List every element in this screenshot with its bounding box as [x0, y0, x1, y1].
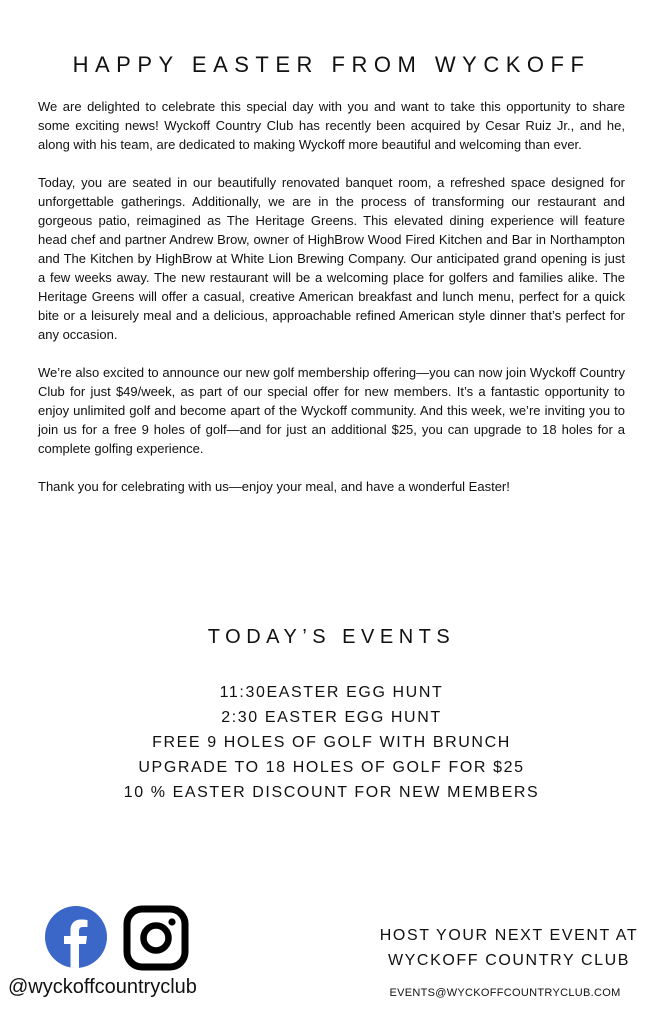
event-item: FREE 9 HOLES OF GOLF WITH BRUNCH: [152, 734, 511, 751]
event-item: 10 % EASTER DISCOUNT FOR NEW MEMBERS: [123, 784, 540, 801]
facebook-icon[interactable]: [45, 906, 107, 968]
letter-body: [38, 97, 625, 515]
paragraph-restaurant: Today, you are seated in our beautifully renovated banquet room, a refreshed space designed for unforgettable gatherings. Additionally, we are in the process of transforming our restaurant and gorgeous patio, reimagined as The Heritage Greens. This elevated dining experience will feature head chef and partner Andrew Brow, owner of HighBrow Wood Fired Kitchen and Bar in Northampton and The Kitchen by HighBrow at White Lion Brewing Company. Our anticipated grand opening is just a few weeks away. The new restaurant will be a welcoming place for golfers and families alike. The Heritage Greens will offer a casual, creative American breakfast and lunch menu, perfect for a quick bite or a leisurely meal and a delicious, approachable refined American style dinner that’s perfect for any occasion.: [38, 175, 625, 342]
host-line-1: HOST YOUR NEXT EVENT AT: [379, 927, 639, 944]
instagram-icon[interactable]: [123, 905, 189, 971]
event-item: 11:30EASTER EGG HUNT: [219, 684, 444, 701]
events-list: [0, 680, 663, 805]
events-heading: TODAY’S EVENTS: [207, 626, 456, 648]
event-item: UPGRADE TO 18 HOLES OF GOLF FOR $25: [138, 759, 525, 776]
event-item: 2:30 EASTER EGG HUNT: [221, 709, 442, 726]
events-email[interactable]: EVENTS@WYCKOFFCOUNTRYCLUB.COM: [389, 987, 621, 999]
paragraph-thanks: Thank you for celebrating with us—enjoy your meal, and have a wonderful Easter!: [38, 479, 510, 494]
paragraph-membership: We’re also excited to announce our new golf membership offering—you can now join Wyckoff Country Club for just $49/week, as part of our special offer for new members. It’s a fantastic opportunity to enjoy unlimited golf and become apart of the Wyckoff community. And this week, we’re inviting you to join us for a free 9 holes of golf—and for just an additional $25, you can upgrade to 18 holes for a complete golfing experience.: [38, 365, 625, 456]
paragraph-intro: We are delighted to celebrate this special day with you and want to take this opportunity to share some exciting news! Wyckoff Country Club has recently been acquired by Cesar Ruiz Jr., and he, along with his team, are dedicated to making Wyckoff more beautiful and welcoming than ever.: [38, 99, 625, 152]
page-title: HAPPY EASTER FROM WYCKOFF: [72, 52, 591, 77]
host-line-2: WYCKOFF COUNTRY CLUB: [387, 952, 631, 969]
host-event-text: [355, 923, 663, 973]
social-handle: @wyckoffcountryclub: [8, 976, 197, 998]
